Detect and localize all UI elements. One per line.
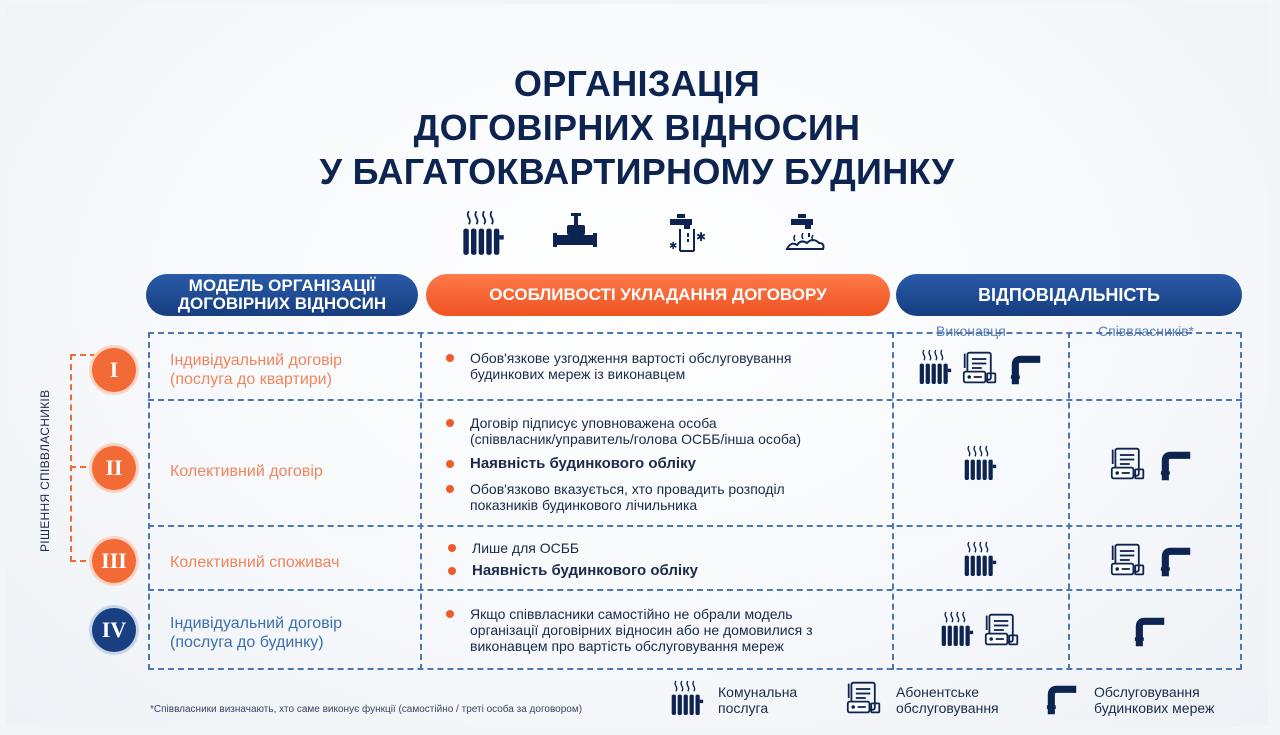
bullet-2-2: Наявність будинкового обліку: [470, 455, 696, 472]
pipe-icon: [1134, 616, 1166, 648]
bullet-4-1-line-2: організації договірних відносин або не домовилися з: [470, 622, 813, 638]
col-divider: [148, 332, 150, 670]
faucet-cold-icon: [664, 209, 708, 257]
legend-pipe-icon: [1046, 684, 1078, 716]
radiator-icon: [963, 444, 997, 482]
footnote: *Співвласники визначають, хто саме виконує функції (самостійно / треті особа за договором): [150, 704, 583, 715]
model-name-1-line-1: Індивідуальний договір: [170, 352, 343, 369]
bullet-1-1-line-2: будинкових мереж із виконавцем: [470, 366, 686, 382]
bullet-4-1: [470, 606, 813, 654]
col-divider: [420, 332, 422, 670]
table-border-top: [148, 332, 1242, 334]
utility-icons: [461, 209, 841, 257]
faucet-hot-icon: [783, 209, 827, 257]
meter-icon: [1110, 446, 1146, 482]
radiator-icon: [461, 209, 505, 257]
bullet-2-1-line-2: (співвласник/управитель/голова ОСББ/інша особа): [470, 431, 802, 447]
model-header-line-1: МОДЕЛЬ ОРГАНІЗАЦІЇ: [188, 276, 376, 295]
page-title: [6, 62, 1268, 194]
bullet-4-1-line-3: виконавцем про вартість обслуговування мереж: [470, 638, 784, 654]
meter-icon: [984, 612, 1020, 648]
meter-icon: [1110, 542, 1146, 578]
legend-network-maintenance: [1094, 684, 1214, 716]
legend-network-line-1: Обслуговування: [1094, 684, 1200, 700]
model-name-4-line-1: Індивідуальний договір: [170, 615, 343, 632]
col-divider: [1068, 332, 1070, 670]
row-divider: [148, 525, 1242, 527]
pipe-icon: [1160, 450, 1192, 482]
legend-utility-line-2: послуга: [718, 700, 769, 716]
radiator-icon: [918, 348, 952, 386]
row-divider: [148, 589, 1242, 591]
radiator-icon: [940, 610, 974, 648]
row-numeral-2: II: [92, 446, 136, 490]
pipe-valve-icon: [553, 209, 597, 257]
bullet-1-1-line-1: Обов'язкове узгодження вартості обслуговування: [470, 350, 792, 366]
row-divider: [148, 399, 1242, 401]
bullet-2-3-line-1: Обов'язково вказується, хто провадить розподіл: [470, 481, 785, 497]
model-name-1: [170, 351, 342, 389]
pipe-icon: [1160, 546, 1192, 578]
title-line-3: У БАГАТОКВАРТИРНОМУ БУДИНКУ: [319, 151, 955, 192]
decision-bracket: [70, 354, 96, 562]
row-numeral-1: I: [92, 348, 136, 392]
meter-icon: [962, 350, 998, 386]
contractor-subheader: Виконавця: [936, 323, 1006, 339]
model-name-4-line-2: (послуга до будинку): [170, 634, 324, 651]
model-name-3: Колективний споживач: [170, 554, 340, 571]
model-name-4: [170, 614, 342, 652]
legend-radiator-icon: [670, 678, 704, 718]
infographic: [6, 4, 1268, 726]
model-name-2: Колективний договір: [170, 463, 323, 480]
col-divider: [1240, 332, 1242, 670]
co-owners-subheader: Співвласників*: [1098, 323, 1194, 339]
legend-utility-service: [718, 684, 797, 716]
table-border-bottom: [148, 668, 1242, 670]
row-numeral-3: III: [92, 539, 136, 583]
bullet-2-1: [470, 415, 801, 447]
bullet-3-1: Лише для ОСББ: [472, 540, 580, 556]
legend-subscriber-line-2: обслуговування: [896, 700, 999, 716]
bullet-1-1: [470, 350, 791, 382]
features-header: ОСОБЛИВОСТІ УКЛАДАННЯ ДОГОВОРУ: [426, 274, 890, 316]
col-divider: [892, 332, 894, 670]
responsibility-header: ВІДПОВІДАЛЬНІСТЬ: [896, 274, 1242, 316]
model-header-line-2: ДОГОВІРНИХ ВІДНОСИН: [177, 294, 387, 313]
bullet-3-2: Наявність будинкового обліку: [472, 562, 698, 579]
legend-utility-line-1: Комунальна: [718, 684, 798, 700]
model-name-1-line-2: (послуга до квартири): [170, 371, 332, 388]
legend-subscriber-line-1: Абонентське: [896, 684, 980, 700]
radiator-icon: [963, 540, 997, 578]
legend-network-line-2: будинкових мереж: [1094, 700, 1215, 716]
row-numeral-4: IV: [92, 608, 136, 652]
title-line-1: ОРГАНІЗАЦІЯ: [513, 63, 761, 104]
pipe-icon: [1010, 354, 1042, 386]
co-owners-decision-label: РІШЕННЯ СПІВВЛАСНИКІВ: [38, 389, 52, 552]
legend-subscriber-service: [896, 684, 999, 716]
legend-meter-icon: [846, 680, 882, 716]
bullet-2-3-line-2: показників будинкового лічильника: [470, 497, 698, 513]
title-line-2: ДОГОВІРНИХ ВІДНОСИН: [413, 107, 861, 148]
model-header: [146, 274, 418, 316]
bullet-4-1-line-1: Якщо співвласники самостійно не обрали модель: [470, 606, 793, 622]
bullet-2-1-line-1: Договір підписує уповноважена особа: [470, 415, 717, 431]
bullet-2-3: [470, 481, 785, 513]
